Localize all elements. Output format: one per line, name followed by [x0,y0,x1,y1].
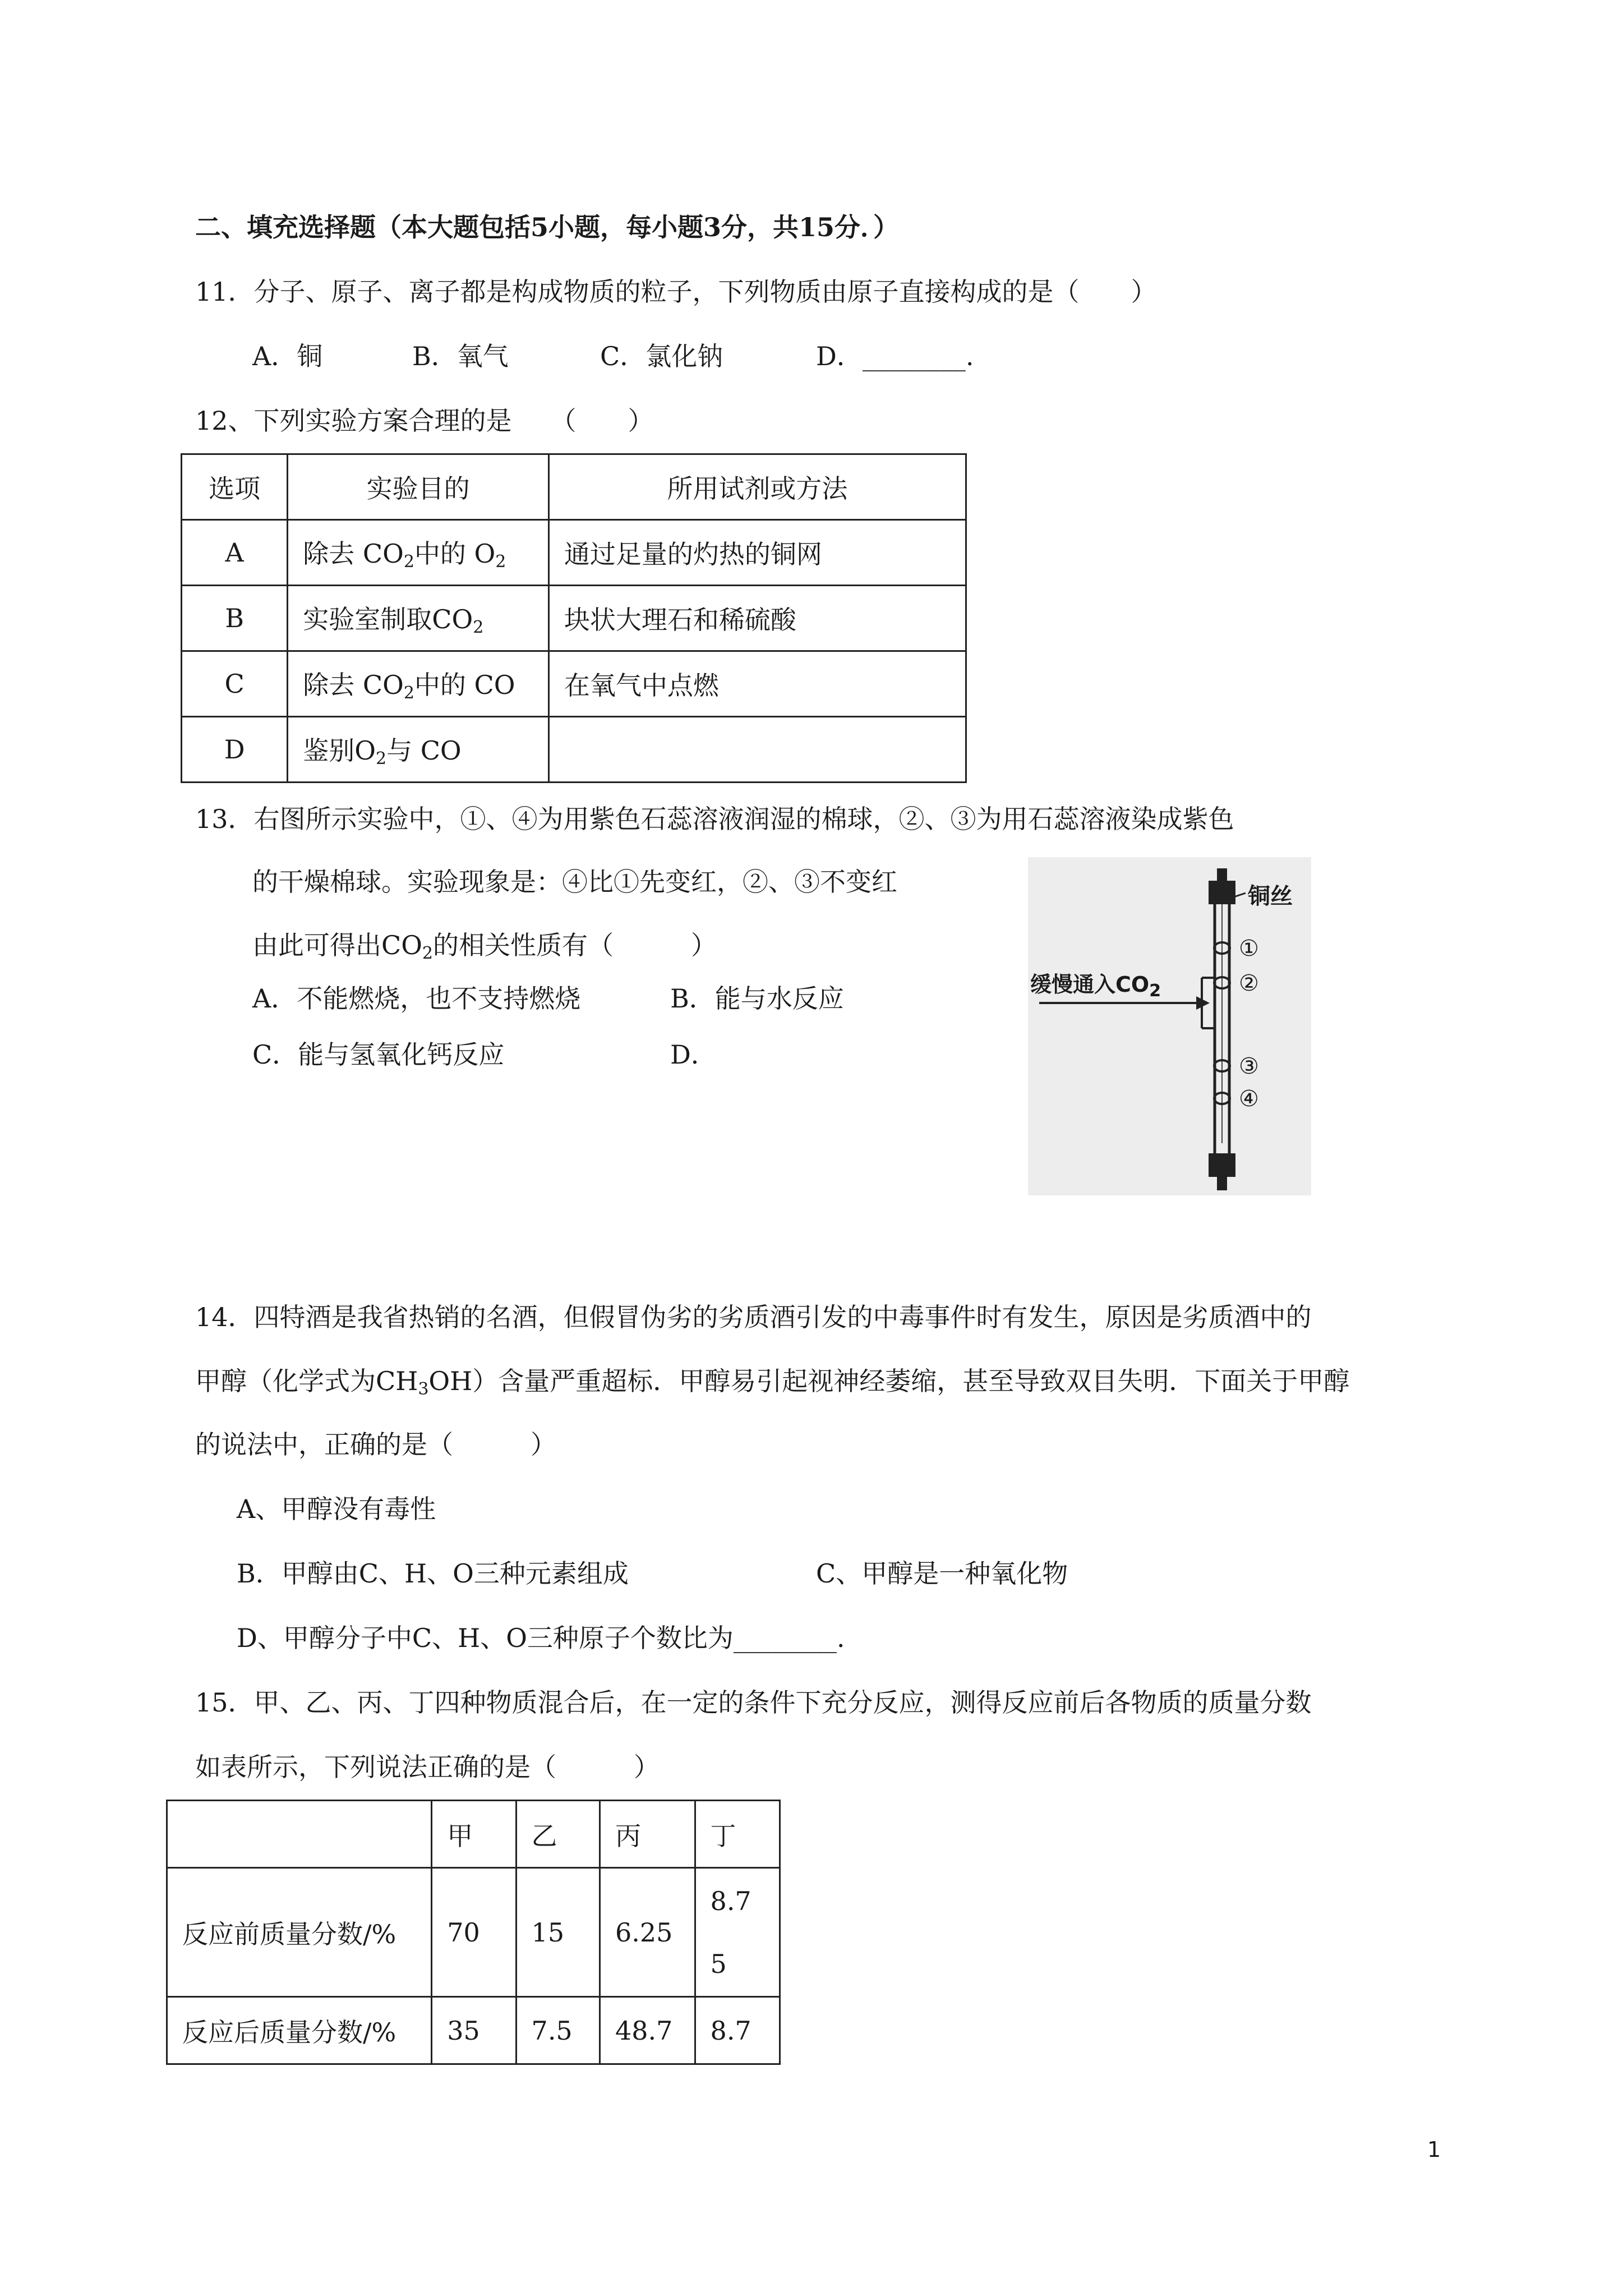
q15-line2: 如表所示，下列说法正确的是（ ） [195,1752,660,1782]
q13-stem: 13．右图所示实验中，①、④为用紫色石蕊溶液润湿的棉球，②、③为用石蕊溶液染成紫色 [195,804,1234,834]
q12-row-c [182,651,966,717]
q11-option-c: C．氯化钠 [600,341,723,371]
q14-option-c: C、甲醇是一种氧化物 [816,1558,1068,1589]
q15-table [166,1800,781,2065]
q12-row-a [182,520,966,586]
q15-cell: 48.7 [600,1997,695,2064]
q15-header-bing: 丙 [600,1801,695,1868]
q12-row-purpose: 除去 $CO_2$中的 CO [288,651,549,717]
q12-header-option: 选项 [182,454,288,520]
q15-header-jia: 甲 [432,1801,516,1868]
q13-ball-2-label: ② [1239,970,1259,996]
q13-option-a: A．不能燃烧，也不支持燃烧 [252,983,581,1014]
q12-row-option: C [182,651,288,717]
q12-row-option: B [182,586,288,651]
q13-line2: 的干燥棉球。实验现象是：④比①先变红，②、③不变红 [252,867,897,897]
q13-inlet-label: 缓慢通入$CO_2$ [1030,972,1161,1001]
q12-header-row [182,454,966,520]
q13-experiment-figure [1028,857,1311,1195]
q15-cell: 35 [432,1997,516,2064]
q14-line1: 14．四特酒是我省热销的名酒，但假冒伪劣的劣质酒引发的中毒事件时有发生，原因是劣质酒中的 [195,1302,1312,1332]
q12-row-purpose: 鉴别$O_2$与 CO [288,717,549,783]
q15-header-row [167,1801,780,1868]
q15-row-after [167,1997,780,2064]
q15-cell: 8.7 [695,1997,780,2064]
q13-line3: 由此可得出$CO_2$的相关性质有（ ） [252,930,717,963]
q12-row-method: 在氧气中点燃 [548,651,966,717]
q12-row-b [182,586,966,651]
q15-cell-wrapped: 8.7 5 [695,1868,780,1997]
q15-cell: 6.25 [600,1868,695,1997]
q12-row-d [182,717,966,783]
q14-line3: 的说法中，正确的是（ ） [195,1429,556,1460]
page-number: 1 [1427,2137,1441,2162]
q14-option-b: B．甲醇由C、H、O三种元素组成 [237,1558,629,1589]
q12-stem: 12、下列实验方案合理的是 （ ） [195,406,654,436]
q15-cell: 7.5 [516,1997,600,2064]
q15-row-label: 反应前质量分数/% [167,1868,432,1997]
q13-ball-4-label: ④ [1239,1086,1259,1112]
q13-copper-label: 铜丝 [1248,884,1293,909]
q12-header-purpose: 实验目的 [288,454,549,520]
q15-row-label: 反应后质量分数/% [167,1997,432,2064]
q13-option-c: C．能与氢氧化钙反应 [252,1039,505,1070]
q12-row-purpose: 除去 $CO_2$中的 $O_2$ [288,520,549,586]
section-heading: 二、填充选择题（本大题包括5小题，每小题3分，共15分．） [195,212,900,242]
q15-cell: 70 [432,1868,516,1997]
q15-row-before [167,1868,780,1997]
q12-row-method [548,717,966,783]
q15-header-ding: 丁 [695,1801,780,1868]
q11-option-b: B．氧气 [412,341,509,371]
q12-header-method: 所用试剂或方法 [548,454,966,520]
q12-row-option: D [182,717,288,783]
q15-header-yi: 乙 [516,1801,600,1868]
q11-stem: 11．分子、原子、离子都是构成物质的粒子，下列物质由原子直接构成的是（ ） [195,277,1157,307]
q13-ball-1-label: ① [1239,936,1259,961]
q14-option-d: D、甲醇分子中C、H、O三种原子个数比为________. [237,1623,845,1653]
q12-row-method: 通过足量的灼热的铜网 [548,520,966,586]
q12-row-option: A [182,520,288,586]
q11-option-a: A．铜 [252,341,323,371]
q14-option-a: A、甲醇没有毒性 [237,1494,436,1524]
q12-table [181,453,967,783]
q13-option-b: B．能与水反应 [670,983,844,1014]
q15-cell: 15 [516,1868,600,1997]
q11-option-d: D．________. [816,341,974,371]
q13-option-d: D． [670,1039,717,1070]
q13-ball-3-label: ③ [1239,1053,1259,1079]
q12-row-purpose: 实验室制取$CO_2$ [288,586,549,651]
q15-header-blank [167,1801,432,1868]
q12-row-method: 块状大理石和稀硫酸 [548,586,966,651]
q15-line1: 15．甲、乙、丙、丁四种物质混合后，在一定的条件下充分反应，测得反应前后各物质的质量分数 [195,1687,1312,1718]
q14-line2: 甲醇（化学式为$CH_3OH$）含量严重超标．甲醇易引起视神经萎缩，甚至导致双目失明．下面关于甲醇 [195,1366,1350,1399]
